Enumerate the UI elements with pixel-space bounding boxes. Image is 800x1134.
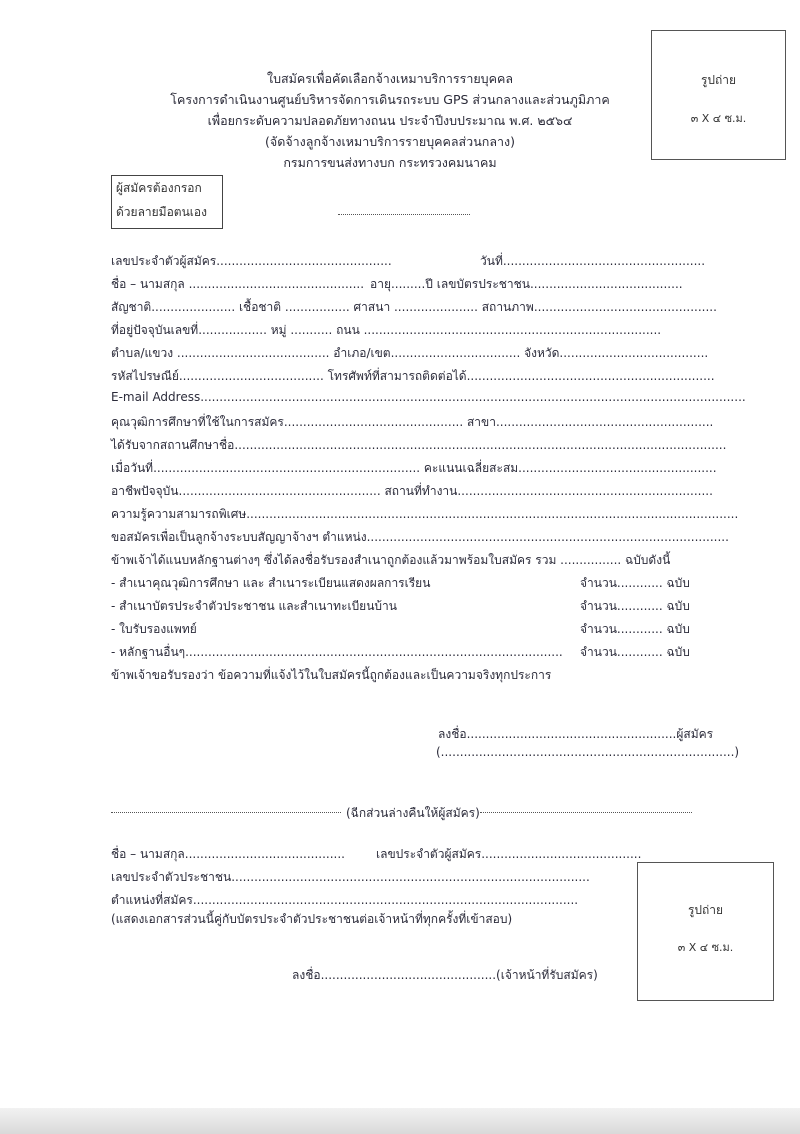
header-subtitle: (จัดจ้างลูกจ้างเหมาบริการรายบุคคลส่วนกลาง) — [265, 134, 515, 149]
receipt-instruction: (แสดงเอกสารส่วนนี้คู่กับบัตรประจำตัวประชาชนต่อเจ้าหน้าที่ทุกครั้งที่เข้าสอบ) — [111, 912, 513, 926]
position-field[interactable]: ขอสมัครเพื่อเป็นลูกจ้างระบบสัญญาจ้างฯ ตำแหน่ง............................................................................................... — [111, 530, 729, 544]
receipt-name-field[interactable]: ชื่อ – นามสกุล.......................................... — [111, 847, 345, 861]
attachments-intro: ข้าพเจ้าได้แนบหลักฐานต่างๆ ซึ่งได้ลงชื่อรับรองสำเนาถูกต้องแล้วมาพร้อมใบสมัคร รวม ................ ฉบับดังนี้ — [111, 553, 671, 567]
photo-label: รูปถ่าย — [687, 903, 724, 917]
instruction-box — [111, 175, 223, 229]
applicant-name-field[interactable]: (.............................................................................) — [436, 745, 740, 759]
photo-box-top — [651, 30, 786, 160]
email-field[interactable]: E-mail Address............................................................................................................................................... — [111, 390, 746, 404]
age-id-field[interactable]: อายุ.........ปี เลขบัตรประชาชน........................................ — [370, 277, 683, 291]
attachment-item-count[interactable]: จำนวน............ ฉบับ — [580, 645, 690, 659]
occupation-field[interactable]: อาชีพปัจจุบัน..................................................... สถานที่ทำงาน................................................................... — [111, 484, 713, 498]
postal-phone-field[interactable]: รหัสไปรษณีย์...................................... โทรศัพท์ที่สามารถติดต่อได้................................................................. — [111, 369, 715, 383]
institution-field[interactable]: ได้รับจากสถานศึกษาชื่อ................................................................................................................................. — [111, 438, 727, 452]
district-field[interactable]: ตำบล/แขวง ........................................ อำเภอ/เขต.................................. จังหวัด....................................... — [111, 346, 709, 360]
header-title: ใบสมัครเพื่อคัดเลือกจ้างเหมาบริการรายบุคคล — [266, 71, 514, 86]
instruction-line-2: ด้วยลายมือตนเอง — [116, 205, 207, 219]
receipt-position-field[interactable]: ตำแหน่งที่สมัคร..................................................................................................... — [111, 893, 579, 907]
header-project: โครงการดำเนินงานศูนย์บริหารจัดการเดินรถระบบ GPS ส่วนกลางและส่วนภูมิภาค — [170, 92, 610, 107]
attachment-item-label: - ใบรับรองแพทย์ — [111, 622, 197, 636]
address-field[interactable]: ที่อยู่ปัจจุบันเลขที่.................. หมู่ ........... ถนน .............................................................................. — [111, 323, 662, 337]
applicant-number-field[interactable]: เลขประจำตัวผู้สมัคร.............................................. — [111, 254, 392, 268]
officer-signature-field[interactable]: ลงชื่อ..............................................(เจ้าหน้าที่รับสมัคร) — [292, 968, 598, 982]
form-header — [90, 68, 690, 173]
receipt-applicant-number-field[interactable]: เลขประจำตัวผู้สมัคร.......................................... — [376, 847, 642, 861]
tear-off-label: (ฉีกส่วนล่างคืนให้ผู้สมัคร) — [346, 806, 480, 820]
nationality-field[interactable]: สัญชาติ...................... เชื้อชาติ ................. ศาสนา ...................... สถานภาพ................................................ — [111, 300, 717, 314]
education-field[interactable]: คุณวุฒิการศึกษาที่ใช้ในการสมัคร............................................... สาขา......................................................... — [111, 415, 714, 429]
date-field[interactable]: วันที่..................................................... — [480, 254, 706, 268]
photo-box-bottom — [637, 862, 774, 1001]
attachment-item-label: - สำเนาบัตรประจำตัวประชาชน และสำเนาทะเบียนบ้าน — [111, 599, 397, 613]
page-bottom-edge — [0, 1108, 800, 1134]
attachment-item-count[interactable]: จำนวน............ ฉบับ — [580, 622, 690, 636]
instruction-line-1: ผู้สมัครต้องกรอก — [116, 181, 202, 195]
graduation-date-field[interactable]: เมื่อวันที่...................................................................... คะแนนเฉลี่ยสะสม.................................................... — [111, 461, 717, 475]
name-field[interactable]: ชื่อ – นามสกุล .............................................. — [111, 277, 365, 291]
photo-size: ๓ X ๔ ซ.ม. — [677, 941, 734, 954]
tear-off-line-left — [111, 812, 341, 813]
receipt-id-field[interactable]: เลขประจำตัวประชาชน.............................................................................................. — [111, 870, 590, 884]
photo-size: ๓ X ๔ ซ.ม. — [690, 112, 747, 125]
header-department: กรมการขนส่งทางบก กระทรวงคมนาคม — [283, 155, 497, 170]
attachment-item-count[interactable]: จำนวน............ ฉบับ — [580, 576, 690, 590]
special-skills-field[interactable]: ความรู้ความสามารถพิเศษ................................................................................................................................. — [111, 507, 739, 521]
applicant-signature-field[interactable]: ลงชื่อ.......................................................ผู้สมัคร — [438, 727, 714, 741]
tear-off-line-right — [480, 812, 692, 813]
attachment-item-count[interactable]: จำนวน............ ฉบับ — [580, 599, 690, 613]
certification-statement: ข้าพเจ้าขอรับรองว่า ข้อความที่แจ้งไว้ในใบสมัครนี้ถูกต้องและเป็นความจริงทุกประการ — [111, 668, 552, 682]
photo-label: รูปถ่าย — [700, 73, 737, 87]
header-divider — [338, 214, 470, 215]
attachment-item-label[interactable]: - หลักฐานอื่นๆ................................................................................................... — [111, 645, 563, 659]
attachment-item-label: - สำเนาคุณวุฒิการศึกษา และ สำเนาระเบียนแสดงผลการเรียน — [111, 576, 431, 590]
header-purpose: เพื่อยกระดับความปลอดภัยทางถนน ประจำปีงบประมาณ พ.ศ. ๒๕๖๔ — [207, 113, 573, 128]
